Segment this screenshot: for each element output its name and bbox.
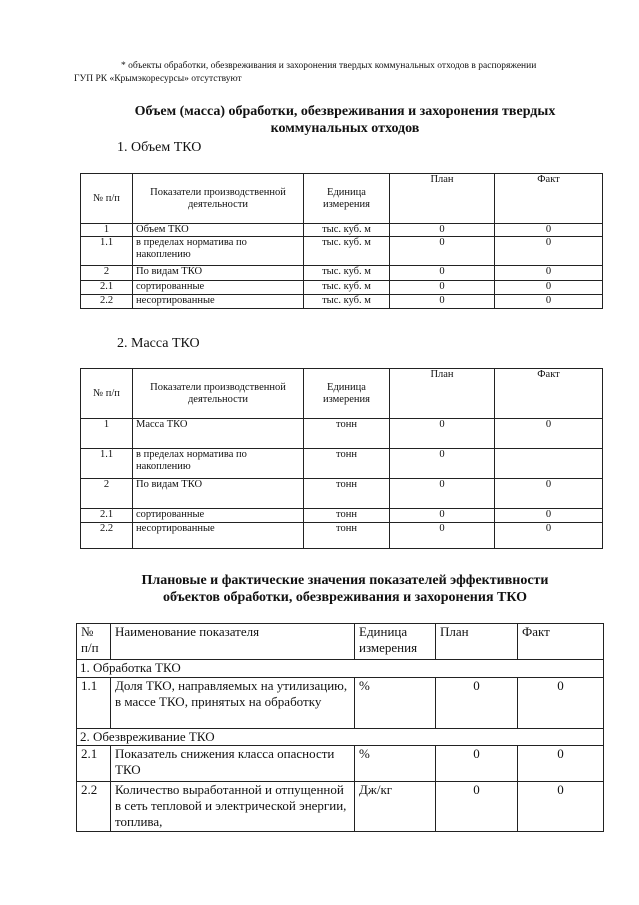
row-name: в пределах норматива по накоплению: [133, 237, 304, 266]
row-unit: тыс. куб. м: [304, 266, 390, 281]
volume-table: [80, 173, 603, 309]
row-unit: Дж/кг: [355, 782, 436, 832]
header-name: Наименование показателя: [111, 624, 355, 660]
row-fact: [495, 449, 603, 479]
table-row: [77, 746, 604, 782]
section-row: [77, 660, 604, 678]
row-fact: 0: [495, 523, 603, 549]
row-num: 2: [81, 479, 133, 509]
row-num: 2: [81, 266, 133, 281]
row-num: 2.2: [77, 782, 111, 832]
row-fact: 0: [518, 782, 604, 832]
row-num: 2.1: [81, 509, 133, 523]
table-row: [81, 523, 603, 549]
row-fact: 0: [495, 419, 603, 449]
subtitle-mass: 2. Масса ТКО: [117, 336, 200, 351]
row-name: Показатель снижения класса опасности ТКО: [111, 746, 355, 782]
row-num: 1.1: [77, 678, 111, 729]
table-row: [81, 295, 603, 309]
row-plan: 0: [390, 509, 495, 523]
row-name: По видам ТКО: [133, 266, 304, 281]
subtitle-volume: 1. Объем ТКО: [117, 140, 202, 155]
row-num: 1.1: [81, 237, 133, 266]
header-plan: План: [390, 369, 495, 419]
row-plan: 0: [436, 782, 518, 832]
header-fact: Факт: [518, 624, 604, 660]
footnote-line-2: ГУП РК «Крымэкоресурсы» отсутствуют: [74, 74, 242, 84]
row-fact: 0: [495, 295, 603, 309]
section-2-title: [80, 572, 610, 606]
row-plan: 0: [390, 523, 495, 549]
row-fact: 0: [518, 746, 604, 782]
row-name: По видам ТКО: [133, 479, 304, 509]
table-row: [81, 449, 603, 479]
section-2-title-line-2: объектов обработки, обезвреживания и захоронения ТКО: [162, 590, 528, 605]
row-name: несортированные: [133, 295, 304, 309]
volume-table-header: [81, 174, 603, 224]
header-indicator: Показатели производственной деятельности: [133, 174, 304, 224]
row-fact: 0: [495, 237, 603, 266]
table-row: [77, 678, 604, 729]
row-unit: тонн: [304, 419, 390, 449]
section-1-title: [80, 103, 610, 137]
row-unit: %: [355, 678, 436, 729]
header-unit: Единица измерения: [355, 624, 436, 660]
header-num: № п/п: [81, 174, 133, 224]
footnote: [74, 60, 604, 86]
row-name: сортированные: [133, 509, 304, 523]
footnote-line-1: * объекты обработки, обезвреживания и захоронения твердых коммунальных отходов в распоряжении: [121, 61, 537, 71]
row-unit: тыс. куб. м: [304, 237, 390, 266]
row-num: 2.2: [81, 523, 133, 549]
row-fact: 0: [495, 266, 603, 281]
row-num: 1: [81, 224, 133, 237]
mass-table-header: [81, 369, 603, 419]
header-plan: План: [390, 174, 495, 224]
row-fact: 0: [495, 479, 603, 509]
section-1-title-line-1: Объем (масса) обработки, обезвреживания и захоронения твердых: [134, 104, 556, 119]
row-num: 2.1: [81, 281, 133, 295]
header-fact: Факт: [495, 174, 603, 224]
row-name: Количество выработанной и отпущенной в сеть тепловой и электрической энергии, топлива,: [111, 782, 355, 832]
row-fact: 0: [495, 509, 603, 523]
header-fact: Факт: [495, 369, 603, 419]
section-label: 1. Обработка ТКО: [77, 660, 604, 678]
row-unit: тонн: [304, 509, 390, 523]
row-unit: тонн: [304, 479, 390, 509]
row-unit: тонн: [304, 523, 390, 549]
section-row: [77, 729, 604, 746]
row-num: 1.1: [81, 449, 133, 479]
row-name: в пределах норматива по накоплению: [133, 449, 304, 479]
section-1-title-line-2: коммунальных отходов: [270, 121, 420, 136]
row-name: сортированные: [133, 281, 304, 295]
row-plan: 0: [436, 746, 518, 782]
row-unit: тыс. куб. м: [304, 295, 390, 309]
table-row: [81, 479, 603, 509]
table-row: [81, 419, 603, 449]
row-unit: тыс. куб. м: [304, 281, 390, 295]
row-plan: 0: [390, 266, 495, 281]
row-plan: 0: [390, 479, 495, 509]
row-fact: 0: [518, 678, 604, 729]
table-row: [81, 266, 603, 281]
row-unit: тыс. куб. м: [304, 224, 390, 237]
table-row: [81, 281, 603, 295]
row-name: Масса ТКО: [133, 419, 304, 449]
row-plan: 0: [436, 678, 518, 729]
efficiency-table-header: [77, 624, 604, 660]
row-plan: 0: [390, 295, 495, 309]
table-row: [77, 782, 604, 832]
row-plan: 0: [390, 449, 495, 479]
header-num: № п/п: [77, 624, 111, 660]
header-indicator: Показатели производственной деятельности: [133, 369, 304, 419]
row-num: 2.1: [77, 746, 111, 782]
row-name: несортированные: [133, 523, 304, 549]
section-label: 2. Обезвреживание ТКО: [77, 729, 604, 746]
header-num: № п/п: [81, 369, 133, 419]
row-num: 2.2: [81, 295, 133, 309]
header-plan: План: [436, 624, 518, 660]
row-plan: 0: [390, 237, 495, 266]
section-2-title-line-1: Плановые и фактические значения показателей эффективности: [141, 573, 549, 588]
row-fact: 0: [495, 224, 603, 237]
header-unit: Единица измерения: [304, 369, 390, 419]
header-unit: Единица измерения: [304, 174, 390, 224]
row-name: Объем ТКО: [133, 224, 304, 237]
row-num: 1: [81, 419, 133, 449]
table-row: [81, 509, 603, 523]
row-name: Доля ТКО, направляемых на утилизацию, в массе ТКО, принятых на обработку: [111, 678, 355, 729]
row-plan: 0: [390, 224, 495, 237]
efficiency-table: [76, 623, 604, 832]
row-plan: 0: [390, 419, 495, 449]
row-plan: 0: [390, 281, 495, 295]
row-unit: %: [355, 746, 436, 782]
mass-table: [80, 368, 603, 549]
row-unit: тонн: [304, 449, 390, 479]
table-row: [81, 224, 603, 237]
table-row: [81, 237, 603, 266]
row-fact: 0: [495, 281, 603, 295]
